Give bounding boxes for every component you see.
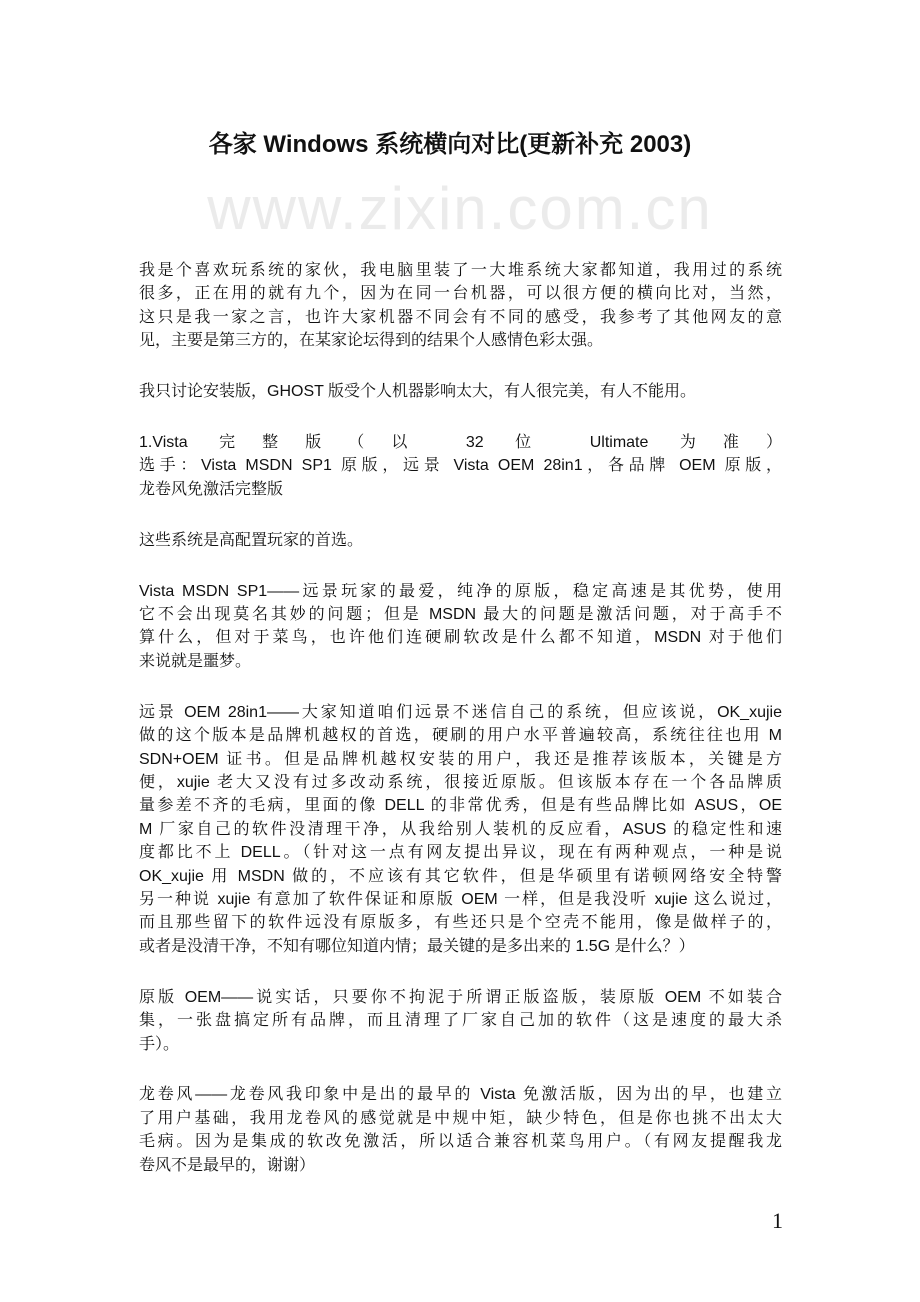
text-line: SDN+OEM 证书。但是品牌机越权安装的用户，我还是推荐该版本，关键是方 bbox=[139, 750, 782, 768]
text-line: 它不会出现莫名其妙的问题；但是 MSDN 最大的问题是激活问题，对于高手不 bbox=[139, 606, 782, 624]
paragraph bbox=[139, 529, 782, 552]
text-line: 而且那些留下的软件远没有原版多，有些还只是个空壳不能用，像是做样子的， bbox=[139, 914, 782, 932]
text-line: 龙卷风——龙卷风我印象中是出的最早的 Vista 免激活版，因为出的早，也建立 bbox=[139, 1086, 782, 1104]
paragraph bbox=[139, 701, 782, 958]
document-body bbox=[139, 259, 782, 1205]
text-line: Vista MSDN SP1——远景玩家的最爱，纯净的原版，稳定高速是其优势，使用 bbox=[139, 582, 782, 600]
paragraph bbox=[139, 431, 782, 501]
text-line: 选手：Vista MSDN SP1 原版，远景 Vista OEM 28in1，各品牌 OEM 原版， bbox=[139, 457, 782, 475]
text-line: 这只是我一家之言，也许大家机器不同会有不同的感受，我参考了其他网友的意 bbox=[139, 308, 782, 326]
watermark: www.zixin.com.cn bbox=[207, 175, 713, 242]
text-line: OK_xujie 用 MSDN 做的，不应该有其它软件，但是华硕里有诺顿网络安全特警 bbox=[139, 867, 782, 885]
text-line: 做的这个版本是品牌机越权的首选，硬刷的用户水平普遍较高，系统往往也用 M bbox=[139, 727, 782, 745]
text-line: 原版 OEM——说实话，只要你不拘泥于所谓正版盗版，装原版 OEM 不如装合 bbox=[139, 988, 782, 1006]
text-line: 远景 OEM 28in1——大家知道咱们远景不迷信自己的系统，但应该说，OK_xujie bbox=[139, 703, 782, 721]
text-line: 龙卷风免激活完整版 bbox=[139, 480, 284, 498]
text-line: 或者是没清干净，不知有哪位知道内情；最关键的是多出来的 1.5G 是什么？） bbox=[139, 937, 695, 955]
text-line: 手）。 bbox=[139, 1035, 180, 1053]
paragraph bbox=[139, 986, 782, 1056]
text-line: 卷风不是最早的，谢谢） bbox=[139, 1156, 316, 1174]
paragraph bbox=[139, 1083, 782, 1177]
paragraph bbox=[139, 380, 782, 403]
text-line: 算什么，但对于菜鸟，也许他们连硬刷软改是什么都不知道，MSDN 对于他们 bbox=[139, 629, 782, 647]
paragraph bbox=[139, 580, 782, 674]
text-line: 集，一张盘搞定所有品牌，而且清理了厂家自己加的软件（这是速度的最大杀 bbox=[139, 1012, 782, 1030]
text-line: 量参差不齐的毛病，里面的像 DELL 的非常优秀，但是有些品牌比如 ASUS，OE bbox=[139, 797, 782, 815]
page-number: 1 bbox=[772, 1208, 783, 1233]
text-line: 很多，正在用的就有九个，因为在同一台机器，可以很方便的横向比对，当然， bbox=[139, 285, 782, 303]
text-line: 度都比不上 DELL。（针对这一点有网友提出异议，现在有两种观点，一种是说 bbox=[139, 844, 782, 862]
text-line: 便，xujie 老大又没有过多改动系统，很接近原版。但该版本存在一个各品牌质 bbox=[139, 774, 782, 791]
paragraph bbox=[139, 259, 782, 353]
text-line: 我只讨论安装版，GHOST 版受个人机器影响太大，有人很完美，有人不能用。 bbox=[139, 383, 697, 401]
text-line: 毛病。因为是集成的软改免激活，所以适合兼容机菜鸟用户。（有网友提醒我龙 bbox=[139, 1133, 782, 1151]
text-line: 了用户基础，我用龙卷风的感觉就是中规中矩，缺少特色，但是你也挑不出太大 bbox=[139, 1109, 782, 1127]
text-line: 见，主要是第三方的，在某家论坛得到的结果个人感情色彩太强。 bbox=[139, 332, 604, 350]
text-line: 来说就是噩梦。 bbox=[139, 652, 252, 670]
text-line: 另一种说 xujie 有意加了软件保证和原版 OEM 一样，但是我没听 xujie 这么说过， bbox=[139, 891, 782, 909]
text-line: 1.Vista 完整版（以 32 位 Ultimate 为准） bbox=[139, 434, 782, 452]
text-line: 这些系统是高配置玩家的首选。 bbox=[139, 531, 364, 549]
document-title: 各家 Windows 系统横向对比(更新补充 2003) bbox=[208, 131, 692, 158]
text-line: M 厂家自己的软件没清理干净，从我给别人装机的反应看，ASUS 的稳定性和速 bbox=[139, 820, 782, 838]
text-line: 我是个喜欢玩系统的家伙，我电脑里装了一大堆系统大家都知道，我用过的系统 bbox=[139, 262, 782, 279]
